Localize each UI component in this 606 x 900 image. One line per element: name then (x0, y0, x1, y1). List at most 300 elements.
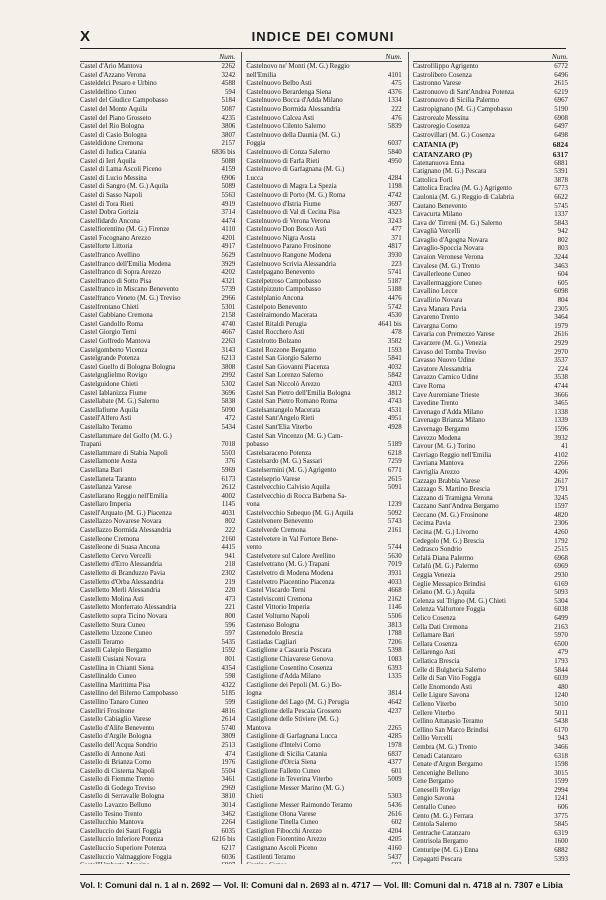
entry-name: Castelfranco di Sopra Arezzo (80, 269, 161, 277)
entry-name: Castelpetroso Campobasso (246, 277, 321, 285)
entry-name: Catignano (M. G.) Pescara (412, 168, 487, 176)
index-entry (246, 596, 401, 605)
index-entry (80, 312, 235, 321)
entry-name: Castelli Teramo (80, 638, 124, 646)
entry-number: 802 (224, 518, 236, 526)
entry-number: 2970 (554, 348, 568, 356)
entry-name: Castiglione Chiavarese Genova (246, 655, 334, 663)
index-entry (413, 392, 568, 401)
entry-number: 5844 (554, 666, 568, 674)
index-entry (413, 684, 568, 693)
entry-name: Cecima Pavia (412, 520, 451, 528)
entry-name: Castellamonte Aosta (80, 458, 137, 466)
entry-name: Castelnuovo Don Bosco Asti (246, 226, 327, 234)
entry-number: 5745 (554, 202, 568, 210)
index-entry (80, 278, 235, 287)
entry-name: Cella Dati Cremona (412, 623, 468, 631)
entry-number: 1145 (221, 501, 236, 509)
entry-number: 6772 (554, 63, 568, 70)
entry-number: 6969 (554, 563, 568, 571)
index-entry (246, 175, 401, 184)
entry-number: 800 (224, 613, 236, 620)
entry-number: 6037 (387, 140, 402, 148)
index-entry (80, 201, 235, 210)
entry-name: Castelvetrano (M. G.) Trapani (246, 561, 330, 569)
entry-name: Castelnuovo di Porto (M. G.) Roma (246, 191, 346, 199)
entry-number: 479 (557, 649, 568, 657)
entry-name: Cavour (M. G.) Torino (412, 443, 476, 451)
entry-name: vento (246, 544, 262, 552)
entry-number: 478 (391, 329, 402, 337)
index-entry (413, 374, 568, 383)
index-entry (80, 166, 235, 175)
entry-name: Castellarano Reggio nell'Emilia (80, 492, 168, 500)
entry-name: Castello d'Argile Bologna (80, 733, 152, 741)
entry-number: 3242 (221, 71, 236, 79)
index-entry (246, 639, 401, 648)
entry-number: 5438 (554, 718, 568, 726)
entry-number: 219 (224, 578, 236, 586)
entry-number: 3464 (554, 314, 568, 322)
entry-name: Castel Volturno Napoli (246, 613, 310, 620)
entry-number: 5009 (387, 776, 402, 784)
entry-name: Castelnuovo Berardenga Siena (246, 88, 332, 96)
index-entry (413, 563, 568, 572)
index-entry (246, 527, 401, 536)
entry-number: 6837 (387, 750, 402, 758)
entry-name: Casteldelci Pesaro e Urbino (80, 80, 157, 88)
entry-number: 4817 (387, 243, 402, 251)
entry-name: Lucca (246, 174, 264, 182)
entry-name: Celle Ligure Savona (412, 692, 470, 700)
entry-name: Castelfranco dell'Emilia Modena (80, 260, 171, 268)
index-entry (246, 166, 401, 175)
entry-name: Castelvetro Piacentino Piacenza (246, 578, 335, 586)
entry-number: 4110 (221, 226, 236, 234)
entry-name: Castelpagano Benevento (246, 269, 315, 277)
index-entry (80, 441, 235, 450)
entry-number: 3243 (387, 217, 402, 225)
entry-name: Cellino Attanasio Teramo (412, 718, 484, 726)
entry-name: Castel di Iudica Catania (80, 148, 147, 156)
index-entry (246, 699, 401, 708)
entry-number: 804 (557, 297, 568, 305)
index-entry (80, 235, 235, 244)
index-entry (413, 366, 568, 375)
entry-number: 6882 (554, 847, 568, 855)
index-entry (80, 295, 235, 304)
entry-name: Mantova (246, 724, 271, 732)
entry-number: 3015 (554, 769, 568, 777)
entry-name: Celenza Valfortore Foggia (412, 606, 486, 614)
entry-number: 476 (391, 114, 402, 122)
entry-name: Castelletto sopra Ticino Novara (80, 613, 168, 620)
entry-name: Cecina (M. G.) Livorno (412, 529, 479, 537)
entry-number: 2515 (554, 546, 568, 554)
index-entry (413, 288, 568, 297)
index-entry (80, 269, 235, 278)
entry-name: Castelnuovo Rangone Modena (246, 252, 332, 260)
entry-name: Castello di Fiemme Trento (80, 776, 154, 784)
entry-name: Cavenago d'Adda Milano (412, 408, 484, 416)
index-entry (413, 649, 568, 658)
entry-number: 3465 (554, 400, 568, 408)
entry-number: 4160 (387, 845, 402, 853)
index-entry (246, 751, 401, 760)
entry-name: Castiglione Olona Varese (246, 810, 317, 818)
entry-name: Cavatore Alessandria (412, 365, 472, 373)
entry-name (80, 862, 150, 864)
entry-number: 3462 (221, 810, 236, 818)
entry-number: 941 (224, 552, 236, 560)
entry-name: Castel San Pietro Romano Roma (246, 398, 338, 406)
index-entry (80, 372, 235, 381)
entry-name: Cepagatti Pescara (412, 855, 462, 863)
index-entry (80, 433, 235, 442)
entry-number: 4820 (554, 511, 568, 519)
index-entry (246, 785, 401, 794)
entry-number: 5840 (387, 148, 402, 156)
entry-number: 2612 (221, 484, 236, 492)
index-entry (246, 553, 401, 562)
entry-number: 2163 (554, 623, 568, 631)
index-entry (413, 572, 568, 581)
entry-number: 4928 (387, 423, 402, 431)
index-entry (413, 245, 568, 254)
entry-number: 4002 (221, 492, 236, 500)
index-entry (246, 158, 401, 167)
index-entry (246, 811, 401, 820)
entry-number: 3806 (221, 123, 236, 131)
entry-number: 3808 (221, 363, 236, 371)
entry-name: Cavaglio-Spoccia Novara (412, 245, 484, 253)
entry-name: Cavaglio d'Agogna Novara (412, 236, 488, 244)
index-entry (413, 830, 568, 839)
entry-name: Cava de' Tirreni (M. G.) Salerno (412, 219, 503, 227)
index-entry (246, 450, 401, 459)
entry-number: 1592 (221, 647, 236, 655)
index-entry (80, 673, 235, 682)
entry-name: Chieti (246, 793, 264, 801)
index-entry (246, 106, 401, 115)
index-entry (413, 615, 568, 624)
index-entry (413, 150, 568, 160)
index-entry (413, 237, 568, 246)
entry-number: 5970 (554, 632, 568, 640)
entry-number: 3878 (554, 176, 568, 184)
column-heading: Num. (413, 52, 568, 62)
entry-number: 1240 (554, 692, 568, 700)
index-entry (80, 862, 235, 864)
index-entry (246, 252, 401, 261)
index-entry (413, 821, 568, 830)
entry-number: 2161 (387, 527, 402, 535)
entry-name: Castel del Monte Aquila (80, 105, 148, 113)
entry-name: Castiglione d'Adda Milano (246, 673, 321, 681)
entry-number: 4667 (221, 329, 236, 337)
index-entry (80, 579, 235, 588)
entry-name: Castelvecchio di Rocca Barbena Sa- (246, 492, 347, 500)
entry-number: 5504 (221, 767, 236, 775)
entry-number: 4202 (221, 269, 236, 277)
index-entry (246, 854, 401, 863)
entry-name: Castellazzo Novarese Novara (80, 518, 162, 526)
entry-name: Castiglion Fiorentino Arezzo (246, 836, 327, 844)
entry-number: 1339 (554, 417, 568, 425)
entry-number: 3810 (221, 793, 236, 801)
entry-number: 473 (224, 595, 236, 603)
entry-name: Castel Rozzone Bergamo (246, 346, 317, 354)
entry-name: Castel Sant'Angelo Rieti (246, 415, 315, 423)
entry-name: CATANZARO (P) (412, 149, 473, 159)
index-entry (246, 381, 401, 390)
entry-name: Castelletto Molina Asti (80, 595, 144, 603)
index-entry (246, 467, 401, 476)
entry-number: 6773 (554, 185, 568, 193)
entry-name: logna (246, 690, 262, 698)
entry-name: Castellaneta Taranto (80, 475, 137, 483)
index-entry (413, 598, 568, 607)
entry-number: 1978 (387, 741, 402, 749)
index-entry (246, 132, 401, 141)
entry-number: 6500 (554, 640, 568, 648)
entry-name: CATANIA (P) (412, 140, 459, 150)
entry-number: 2265 (387, 724, 402, 732)
index-entry (80, 407, 235, 416)
entry-name (246, 862, 287, 864)
entry-name: Castel San Giorgio Salerno (246, 355, 322, 363)
entry-name: Castelletto Cervo Vercelli (80, 552, 152, 560)
entry-number: 5629 (221, 252, 236, 260)
index-entry (80, 544, 235, 553)
index-entry (246, 518, 401, 527)
entry-number: 4203 (387, 380, 402, 388)
entry-number: 4377 (387, 759, 402, 767)
entry-name: Cavaglià Vercelli (412, 228, 461, 236)
entry-name: Castronuovo di Sant'Andrea Potenza (412, 88, 514, 96)
index-entry (246, 364, 401, 373)
index-entry (413, 838, 568, 847)
entry-name: Castel Rocchero Asti (246, 329, 305, 337)
index-entry (246, 501, 401, 510)
entry-name: Castelnuovo Nigra Aosta (246, 234, 316, 242)
index-entry (413, 177, 568, 186)
entry-number: 5391 (554, 168, 568, 176)
entry-number: 943 (557, 735, 568, 743)
entry-name: Castellucchio Mantova (80, 819, 144, 827)
entry-name: Castelseprio Varese (246, 475, 301, 483)
entry-number: 4159 (221, 166, 236, 174)
entry-number: 4031 (221, 509, 236, 517)
index-entry (246, 355, 401, 364)
entry-name: Cellatica Brescia (412, 657, 460, 665)
entry-number: 6318 (554, 752, 568, 760)
entry-number: 3244 (554, 254, 568, 262)
entry-name: Celle di San Vito Foggia (412, 675, 481, 683)
entry-name: Castellafiume Aquila (80, 406, 139, 414)
entry-number: 7259 (387, 458, 402, 466)
entry-name: Celico Cosenza (412, 615, 456, 622)
entry-number: 942 (557, 228, 568, 236)
entry-number: 3813 (387, 621, 402, 629)
entry-number: 5506 (387, 613, 402, 620)
index-entry (246, 793, 401, 802)
entry-number: 1792 (554, 537, 568, 545)
entry-number: 3930 (387, 252, 402, 260)
index-entry (80, 243, 235, 252)
entry-name: Castelnuovo Belbo Asti (246, 80, 312, 88)
entry-number: 7206 (387, 638, 402, 646)
entry-number: 5742 (387, 303, 402, 311)
entry-number: 1596 (554, 425, 568, 433)
index-entry (246, 97, 401, 106)
index-entry (80, 622, 235, 631)
entry-name: Castellino Tanaro Cuneo (80, 698, 149, 706)
index-entry (80, 613, 235, 622)
entry-name: Castelnuovo di Verona Verona (246, 217, 331, 225)
index-entry (246, 570, 401, 579)
entry-number: 4321 (221, 277, 236, 285)
entry-name: Castelvisconti Cremona (246, 595, 313, 603)
index-entry (80, 536, 235, 545)
entry-number: 1334 (387, 97, 402, 105)
entry-name: Castel di Sasso Napoli (80, 191, 143, 199)
index-entry (413, 478, 568, 487)
index-entry (246, 390, 401, 399)
entry-number: 4742 (387, 191, 402, 199)
index-entry (413, 718, 568, 727)
entry-name: Castel di Lucio Messina (80, 174, 147, 182)
entry-name: Castelliri Frosinone (80, 707, 135, 715)
entry-number: 598 (224, 673, 236, 681)
index-entry (413, 340, 568, 349)
entry-number: 3812 (387, 389, 402, 397)
index-entry (80, 183, 235, 192)
entry-number: 2616 (387, 810, 402, 818)
entry-number: 1597 (554, 503, 568, 511)
index-entry (246, 226, 401, 235)
entry-name: Castiglione di Garfagnana Lucca (246, 733, 338, 741)
index-entry (413, 761, 568, 770)
entry-number: 803 (557, 245, 568, 253)
index-entry (413, 744, 568, 753)
entry-name: Cattolica Forlì (412, 176, 453, 184)
entry-name: Castiglione Cosentino Cosenza (246, 664, 333, 672)
index-entry (80, 458, 235, 467)
entry-number: 5503 (221, 449, 236, 457)
index-entry (80, 630, 235, 639)
index-entry (246, 510, 401, 519)
entry-name: Castel Iablanizza Fiume (80, 389, 147, 397)
index-entry (80, 218, 235, 227)
entry-name: Cellara Cosenza (412, 640, 458, 648)
entry-name: Castello Cabiaglio Varese (80, 716, 152, 724)
entry-name: Celle Enomondo Asti (412, 683, 472, 691)
entry-name: Ceggia Venezia (412, 572, 456, 580)
index-entry (246, 63, 401, 72)
entry-number: 4201 (221, 234, 236, 242)
entry-number: 6824 (552, 140, 568, 150)
index-entry (413, 331, 568, 340)
index-entry (413, 701, 568, 710)
entry-number: 5969 (221, 466, 236, 474)
entry-name: nell'Emilia (246, 71, 277, 79)
index-entry (246, 476, 401, 485)
entry-name: Castelsermini (M. G.) Agrigento (246, 466, 337, 474)
entry-name: Cazzago S. Martino Brescia (412, 486, 490, 494)
entry-name: Cene Bergamo (412, 778, 454, 786)
entry-name: Cavargna Como (412, 322, 458, 330)
entry-name: Castelluccio dei Sauri Foggia (80, 827, 162, 835)
index-entry (246, 218, 401, 227)
entry-name: Castelfrentano Chieti (80, 303, 139, 311)
entry-number: 3932 (554, 434, 568, 442)
entry-number: 1241 (554, 795, 568, 803)
entry-name: Castello di Godego Treviso (80, 784, 156, 792)
entry-number: 5740 (221, 724, 236, 732)
entry-name: Cavaria con Premezzo Varese (412, 331, 495, 339)
index-entry (246, 622, 401, 631)
entry-number: 5189 (387, 441, 402, 449)
index-entry (80, 209, 235, 218)
entry-number: 4102 (554, 451, 568, 459)
entry-number: 5393 (554, 855, 568, 863)
index-entry (80, 347, 235, 356)
entry-name: Castiglione delle Stiviere (M. G.) (246, 716, 339, 724)
entry-number: 604 (557, 271, 568, 279)
entry-name: Castiglione a Casauria Pescara (246, 647, 332, 655)
entry-name: Castelleone Cremona (80, 535, 140, 543)
entry-name: Castelletto d'Erro Alessandria (80, 561, 162, 569)
entry-number: 6836 bis (211, 148, 236, 156)
index-entry (246, 149, 401, 158)
entry-number (222, 862, 236, 864)
entry-number: 599 (224, 698, 236, 706)
entry-name: Cefalù (M. G.) Palermo (412, 563, 479, 571)
index-entry (80, 175, 235, 184)
entry-name: Centrisola Bergamo (412, 838, 468, 846)
index-entry (80, 106, 235, 115)
entry-name: Castel Goffredo Mantova (80, 338, 151, 345)
index-entry (80, 596, 235, 605)
entry-number: 475 (391, 80, 402, 88)
index-entry (80, 553, 235, 562)
entry-number: 5302 (221, 380, 236, 388)
entry-name: Castello di Cisterna Napoli (80, 767, 155, 775)
entry-name: Castel San Vincenzo (M. G.) Cam- (246, 432, 343, 440)
entry-name: Castelnuovo di Farfa Rieti (246, 157, 320, 165)
index-entry (246, 665, 401, 674)
entry-number: 5741 (387, 269, 402, 277)
entry-name: Castellammare del Golfo (M. G.) (80, 432, 172, 440)
entry-name: Castellaro Imperia (80, 501, 132, 509)
entry-number: 6173 (221, 475, 236, 483)
entry-name: Castello di Annone Asti (80, 750, 146, 758)
entry-number: 4206 (554, 468, 568, 476)
entry-number: 5185 (221, 690, 236, 698)
entry-number: 3538 (554, 374, 568, 382)
entry-number: 2929 (554, 340, 568, 347)
entry-number: 3809 (221, 733, 236, 741)
entry-number: 474 (224, 750, 236, 758)
index-entry (246, 708, 401, 717)
entry-name: Castellina Marittima Pisa (80, 681, 151, 689)
index-entry (246, 183, 401, 192)
index-entry (80, 690, 235, 699)
index-entry (246, 441, 401, 450)
entry-number: 2306 (554, 520, 568, 528)
entry-name: Castelnuovo di Val di Cecina Pisa (246, 209, 340, 217)
